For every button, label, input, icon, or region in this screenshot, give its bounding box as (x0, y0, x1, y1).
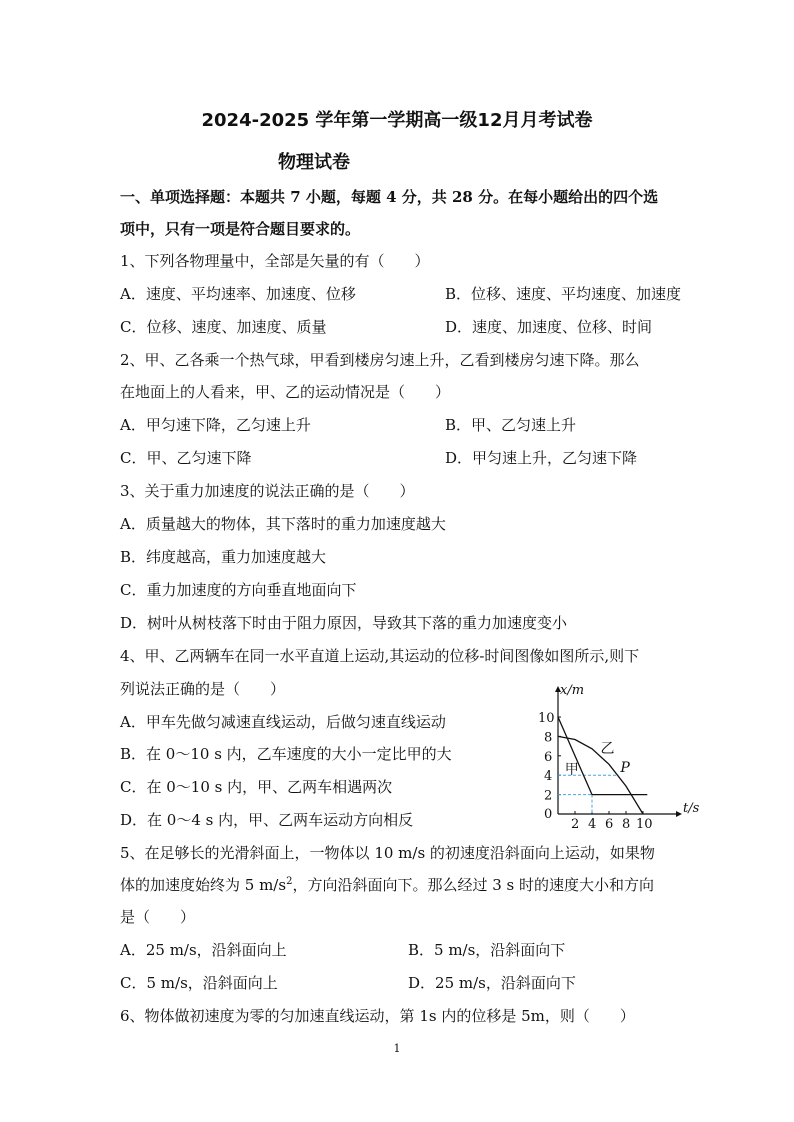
q1-option-b: B．位移、速度、平均速度、加速度 (445, 285, 682, 303)
y-tick-label-6: 6 (544, 749, 553, 765)
q5-stem-line1: 5、在足够长的光滑斜面上，一物体以 10 m/s 的初速度沿斜面向上运动，如果物 (120, 844, 655, 862)
q2-option-c: C．甲、乙匀速下降 (120, 449, 252, 467)
q2-stem-line1: 2、甲、乙各乘一个热气球，甲看到楼房匀速上升，乙看到楼房匀速下降。那么 (120, 351, 640, 369)
y-tick-label-4: 4 (544, 769, 553, 785)
x-tick-label-4: 4 (588, 817, 597, 830)
exam-title: 2024-2025 学年第一学期高一级12月月考试卷 (201, 110, 593, 131)
x-axis-label: t/s (683, 801, 700, 816)
q3-option-b: B．纬度越高，重力加速度越大 (120, 548, 327, 566)
q2-stem-line2: 在地面上的人看来，甲、乙的运动情况是（ ） (120, 383, 451, 401)
q6-stem: 6、物体做初速度为零的匀加速直线运动，第 1s 内的位移是 5m，则（ ） (120, 1007, 635, 1025)
q1-option-d: D．速度、加速度、位移、时间 (445, 318, 653, 336)
q5-stem-line2-part2: ，方向沿斜面向下。那么经过 3 s 时的速度大小和方向 (292, 876, 654, 894)
q2-option-a: A．甲匀速下降，乙匀速上升 (120, 416, 311, 434)
q3-option-a: A．质量越大的物体，其下落时的重力加速度越大 (120, 515, 446, 533)
q1-stem: 1、下列各物理量中，全部是矢量的有（ ） (120, 252, 430, 270)
q3-stem: 3、关于重力加速度的说法正确的是（ ） (120, 482, 415, 500)
q4-option-b: B．在 0～10 s 内，乙车速度的大小一定比甲的大 (120, 745, 452, 763)
q5-option-b: B．5 m/s，沿斜面向下 (408, 941, 566, 959)
origin-label: 0 (544, 807, 553, 822)
point-label-p: P (620, 760, 630, 777)
section-heading-line1: 一、单项选择题：本题共 7 小题，每题 4 分，共 28 分。在每小题给出的四个选 (120, 188, 659, 206)
x-tick-label-10: 10 (636, 817, 653, 830)
x-axis-arrow (676, 811, 682, 817)
x-tick-label-2: 2 (571, 817, 580, 830)
q5-stem-line2-part1: 体的加速度始终为 5 m/s (120, 876, 287, 894)
q4-option-c: C．在 0～10 s 内，甲、乙两车相遇两次 (120, 778, 393, 796)
position-time-graph (526, 680, 706, 830)
y-tick-label-2: 2 (544, 788, 553, 804)
q3-option-c: C．重力加速度的方向垂直地面向下 (120, 581, 357, 599)
q5-option-c: C．5 m/s，沿斜面向上 (120, 974, 278, 992)
section-heading-line2: 项中，只有一项是符合题目要求的。 (120, 220, 361, 238)
exam-subtitle: 物理试卷 (278, 152, 350, 173)
q1-option-c: C．位移、速度、加速度、质量 (120, 318, 327, 336)
y-axis-label: x/m (560, 683, 585, 698)
x-tick-label-6: 6 (605, 817, 614, 830)
y-tick-label-8: 8 (544, 730, 553, 746)
q3-option-d: D．树叶从树枝落下时由于阻力原因，导致其下落的重力加速度变小 (120, 614, 568, 632)
y-tick-label-10: 10 (538, 711, 555, 726)
q1-option-a: A．速度、平均速率、加速度、位移 (120, 285, 356, 303)
q5-option-a: A．25 m/s，沿斜面向上 (120, 941, 287, 959)
q4-option-a: A．甲车先做匀减速直线运动，后做匀速直线运动 (120, 713, 446, 731)
series-label-yi: 乙 (600, 740, 615, 757)
q2-option-b: B．甲、乙匀速上升 (445, 416, 577, 434)
q4-option-d: D．在 0～4 s 内，甲、乙两车运动方向相反 (120, 811, 414, 829)
x-tick-label-8: 8 (622, 817, 631, 830)
q5-stem-line2 (120, 874, 654, 895)
q2-option-d: D．甲匀速上升，乙匀速下降 (445, 449, 638, 467)
q4-stem-line1: 4、甲、乙两辆车在同一水平直道上运动,其运动的位移-时间图像如图所示,则下 (120, 647, 640, 665)
q5-exponent: 2 (286, 876, 293, 887)
q4-stem-line2: 列说法正确的是（ ） (120, 680, 286, 698)
q5-option-d: D．25 m/s，沿斜面向下 (408, 974, 576, 992)
series-label-jia: 甲 (564, 762, 579, 779)
q5-stem-line3: 是（ ） (120, 908, 196, 926)
page-number: 1 (393, 1042, 401, 1055)
